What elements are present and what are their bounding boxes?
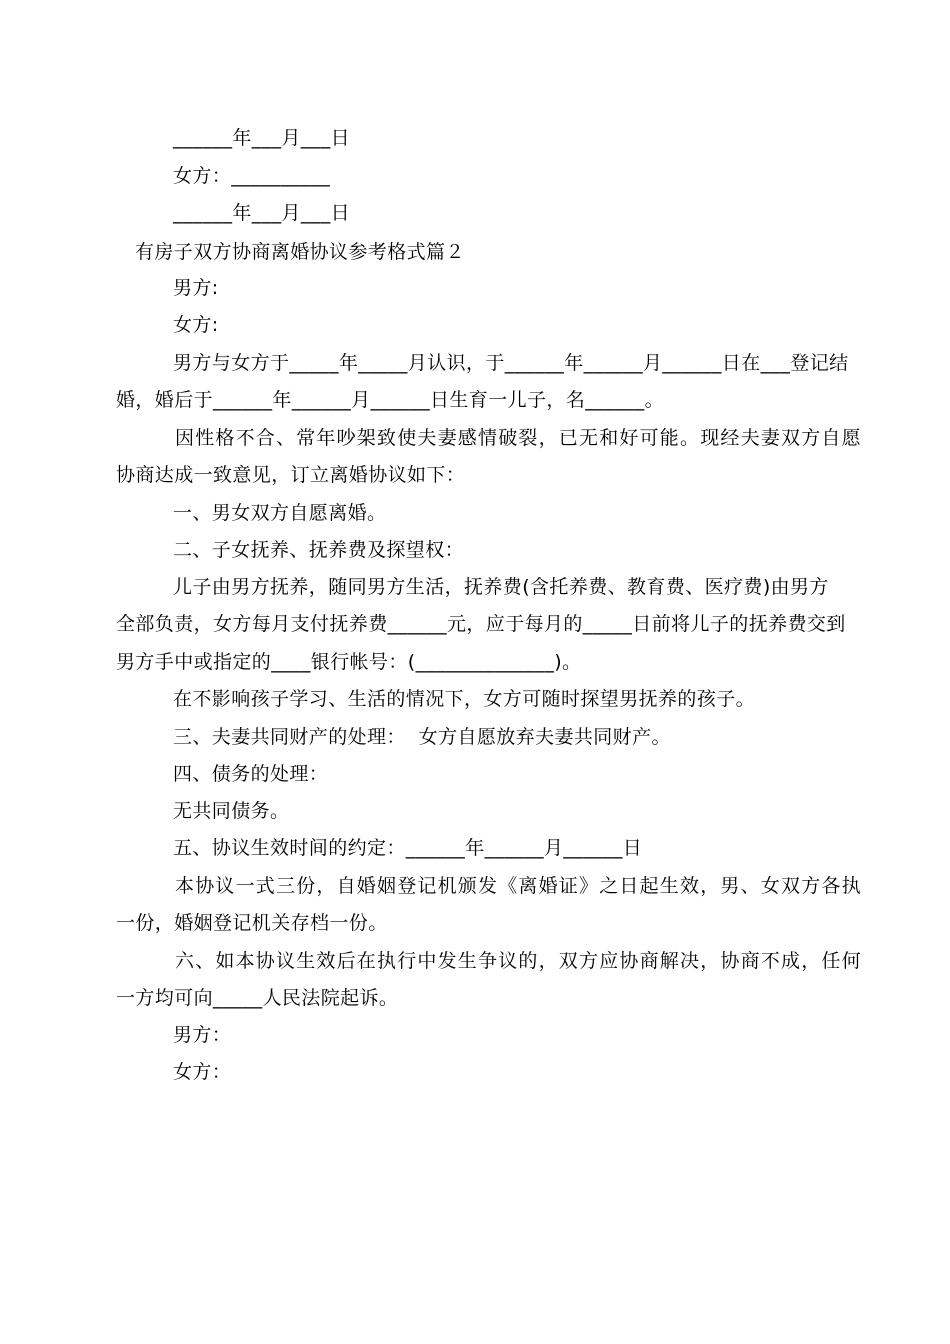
clause-heading: 二、子女抚养、抚养费及探望权：	[173, 539, 465, 561]
clause-heading: 一、男女双方自愿离婚。	[173, 502, 387, 524]
paragraph-line: 协商达成一致意见，订立离婚协议如下：	[116, 464, 466, 486]
paragraph-line: 一方均可向_____人民法院起诉。	[116, 987, 399, 1009]
paragraph-line: 本协议一式三份，自婚姻登记机颁发《离婚证》之日起生效，男、女双方各执	[175, 875, 862, 897]
female-signature-label: 女方：	[173, 1061, 232, 1083]
male-signature-label: 男方：	[173, 1024, 232, 1046]
paragraph-line: 婚，婚后于______年______月______日生育一儿子，名______。	[116, 389, 665, 411]
clause-heading: 五、协议生效时间的约定：______年______月______日	[173, 837, 643, 859]
paragraph-line: 因性格不合、常年吵架致使夫妻感情破裂，已无和好可能。现经夫妻双方自愿	[175, 427, 862, 449]
signature-date-line: ______年___月___日	[173, 202, 351, 224]
section-heading: 有房子双方协商离婚协议参考格式篇２	[135, 241, 465, 263]
clause-heading: 三、夫妻共同财产的处理： 女方自愿放弃夫妻共同财产。	[173, 726, 671, 748]
paragraph-line: 儿子由男方抚养，随同男方生活，抚养费(含托养费、教育费、医疗费)由男方	[173, 576, 829, 598]
paragraph-line: 六、如本协议生效后在执行中发生争议的，双方应协商解决，协商不成，任何	[175, 950, 862, 972]
paragraph-line: 男方手中或指定的____银行帐号：(______________)。	[116, 651, 582, 673]
female-signature-line: 女方：__________	[173, 165, 331, 187]
paragraph-line: 无共同债务。	[173, 800, 290, 822]
clause-heading: 四、债务的处理：	[173, 763, 329, 785]
female-party-label: 女方:	[173, 314, 219, 336]
paragraph-line: 在不影响孩子学习、生活的情况下，女方可随时探望男抚养的孩子。	[173, 688, 756, 710]
paragraph-line: 男方与女方于_____年_____月认识，于______年______月______日在___登记结	[173, 352, 849, 374]
paragraph-line: 全部负责，女方每月支付抚养费______元，应于每月的_____日前将儿子的抚养费交到	[116, 613, 846, 635]
male-party-label: 男方:	[173, 277, 219, 299]
paragraph-line: 一份，婚姻登记机关存档一份。	[116, 912, 388, 934]
signature-date-line: ______年___月___日	[173, 127, 351, 149]
